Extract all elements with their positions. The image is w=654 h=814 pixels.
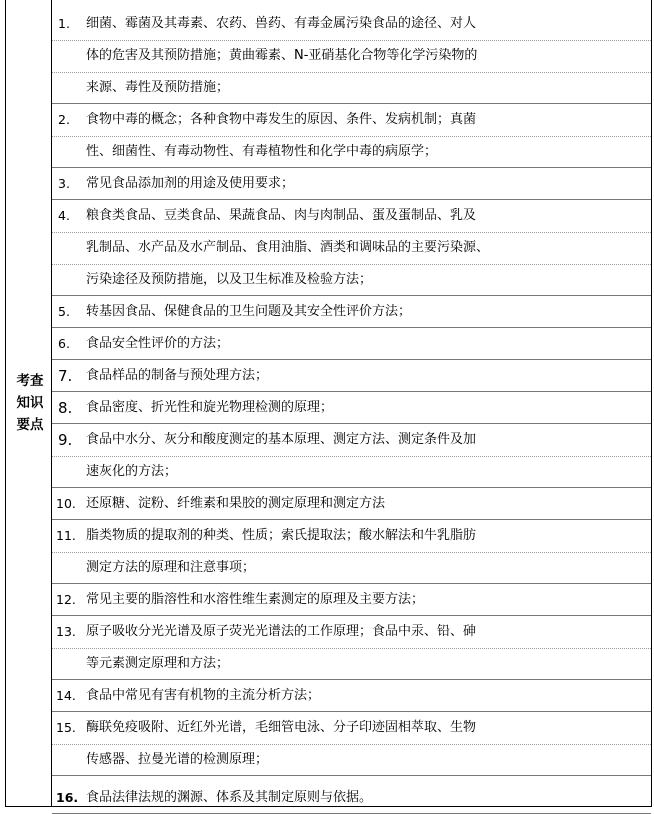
- section-label: [10, 370, 50, 436]
- item-number: 5.: [58, 304, 70, 319]
- knowledge-item: [52, 200, 651, 296]
- item-number: 11.: [56, 528, 76, 543]
- item-number: 8.: [58, 399, 73, 417]
- knowledge-item: [52, 520, 651, 584]
- knowledge-item: [52, 328, 651, 360]
- item-line: [52, 456, 651, 488]
- item-line: [52, 584, 651, 616]
- knowledge-item: [52, 616, 651, 680]
- knowledge-item: [52, 296, 651, 328]
- item-number: 13.: [56, 624, 76, 639]
- item-line: [52, 360, 651, 392]
- item-line: [52, 104, 651, 137]
- item-text: 测定方法的原理和注意事项；: [86, 560, 256, 575]
- knowledge-item: [52, 680, 651, 712]
- knowledge-item: [52, 488, 651, 520]
- item-number: 7.: [58, 367, 73, 385]
- item-line: [52, 488, 651, 520]
- item-line: [52, 168, 651, 200]
- item-line: [52, 520, 651, 553]
- item-text: 还原糖、淀粉、纤维素和果胶的测定原理和测定方法: [86, 496, 386, 511]
- item-text: 污染途径及预防措施，以及卫生标准及检验方法；: [86, 272, 373, 287]
- item-number: 4.: [58, 208, 70, 223]
- item-text: 原子吸收分光光谱及原子荧光光谱法的工作原理；食品中汞、铅、砷: [86, 624, 477, 639]
- knowledge-item: [52, 584, 651, 616]
- item-line: [52, 616, 651, 649]
- item-text: 性、细菌性、有毒动物性、有毒植物性和化学中毒的病原学；: [86, 144, 438, 159]
- item-line: [52, 782, 651, 814]
- item-text: 酶联免疫吸附、近红外光谱，毛细管电泳、分子印迹固相萃取、生物: [86, 720, 477, 735]
- section-label-line: 要点: [16, 417, 44, 433]
- item-line: [52, 712, 651, 745]
- item-text: 食品安全性评价的方法；: [86, 336, 230, 351]
- item-line: [52, 392, 651, 424]
- item-number: 12.: [56, 592, 76, 607]
- item-line: [52, 8, 651, 41]
- item-text: 食品中常见有害有机物的主流分析方法；: [86, 688, 321, 703]
- item-number: 2.: [58, 112, 70, 127]
- item-text: 速灰化的方法；: [86, 464, 178, 479]
- item-text: 等元素测定原理和方法；: [86, 656, 230, 671]
- item-number: 10.: [56, 496, 76, 511]
- item-line: [52, 552, 651, 584]
- item-text: 常见主要的脂溶性和水溶性维生素测定的原理及主要方法；: [86, 592, 425, 607]
- item-line: [52, 264, 651, 296]
- item-text: 常见食品添加剂的用途及使用要求；: [86, 176, 295, 191]
- item-text: 乳制品、水产品及水产制品、食用油脂、酒类和调味品的主要污染源、: [86, 240, 490, 255]
- item-text: 食品法律法规的渊源、体系及其制定原则与依据。: [86, 790, 373, 805]
- item-text: 食品中水分、灰分和酸度测定的基本原理、测定方法、测定条件及加: [86, 432, 477, 447]
- item-line: [52, 680, 651, 712]
- item-line: [52, 296, 651, 328]
- item-text: 体的危害及其预防措施；黄曲霉素、N-亚硝基化合物等化学污染物的: [86, 48, 478, 63]
- item-text: 转基因食品、保健食品的卫生问题及其安全性评价方法；: [86, 304, 412, 319]
- item-line: [52, 424, 651, 457]
- section-label-line: 考查: [16, 373, 44, 389]
- item-number: 14.: [56, 688, 76, 703]
- item-number: 3.: [58, 176, 70, 191]
- knowledge-item: [52, 8, 651, 104]
- item-text: 来源、毒性及预防措施；: [86, 80, 230, 95]
- item-line: [52, 40, 651, 73]
- item-line: [52, 744, 651, 776]
- item-number: 1.: [58, 16, 70, 31]
- knowledge-item: [52, 104, 651, 168]
- item-text: 传感器、拉曼光谱的检测原理；: [86, 752, 269, 767]
- item-line: [52, 328, 651, 360]
- item-line: [52, 136, 651, 168]
- knowledge-points-table: [5, 0, 652, 807]
- item-text: 粮食类食品、豆类食品、果蔬食品、肉与肉制品、蛋及蛋制品、乳及: [86, 208, 477, 223]
- item-line: [52, 200, 651, 233]
- item-line: [52, 72, 651, 104]
- item-number: 9.: [58, 431, 73, 449]
- item-text: 细菌、霉菌及其毒素、农药、兽药、有毒金属污染食品的途径、对人: [86, 16, 477, 31]
- knowledge-item: [52, 782, 651, 814]
- section-label-line: 知识: [16, 395, 44, 411]
- item-number: 16.: [56, 790, 79, 805]
- item-number: 15.: [56, 720, 76, 735]
- item-text: 脂类物质的提取剂的种类、性质；索氏提取法；酸水解法和牛乳脂肪: [86, 528, 477, 543]
- item-text: 食品样品的制备与预处理方法；: [86, 368, 269, 383]
- knowledge-item: [52, 392, 651, 424]
- knowledge-item: [52, 424, 651, 488]
- item-text: 食品密度、折光性和旋光物理检测的原理；: [86, 400, 334, 415]
- content-column: [52, 0, 651, 806]
- knowledge-item: [52, 712, 651, 776]
- item-line: [52, 232, 651, 265]
- knowledge-item: [52, 168, 651, 200]
- item-line: [52, 648, 651, 680]
- label-column: [6, 0, 51, 806]
- item-number: 6.: [58, 336, 70, 351]
- item-text: 食物中毒的概念；各种食物中毒发生的原因、条件、发病机制；真菌: [86, 112, 477, 127]
- knowledge-item: [52, 360, 651, 392]
